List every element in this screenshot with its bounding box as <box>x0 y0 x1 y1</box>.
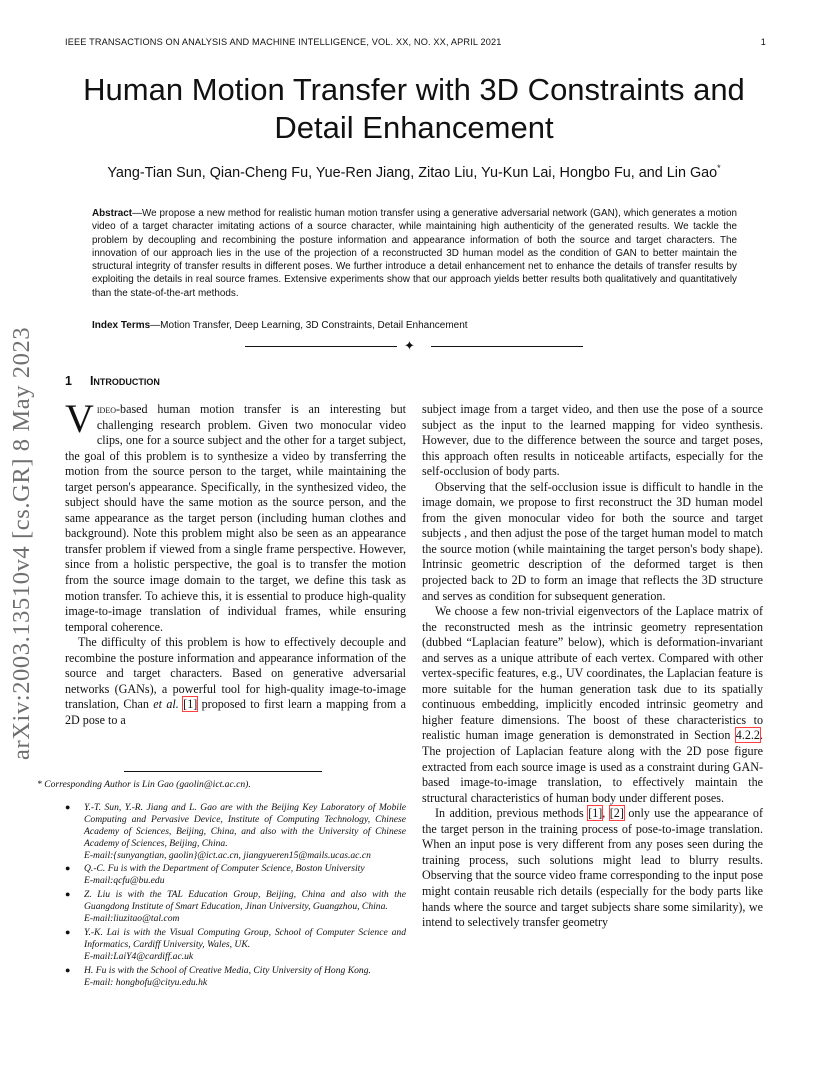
affiliation-note <box>37 927 406 963</box>
affiliation-text: Y.-K. Lai is with the Visual Computing Group, School of Computer Science and Informatics, Cardiff University, Wales, UK. <box>84 926 406 950</box>
section-divider <box>245 339 583 355</box>
page-number: 1 <box>760 37 766 47</box>
author-list <box>40 163 788 181</box>
title-line-1: Human Motion Transfer with 3D Constraints and <box>83 72 745 107</box>
paragraph-text: -based human motion transfer is an interesting but challenging research problem. Given two monocular video clips, one for a source subject and the other for a target subject, the goal of this problem is to synthesize a video by transferring the motion from the source person to the target, while maintaining the target person's appearance. Specifically, in the synthesized video, the subject should have the same motion as the source person, and the same appearance as the target person (including human clothes and background). Note this problem might also be seen as an appearance transfer problem if viewed from a single frame perspective. However, since from a holistic perspective, the goal is to transfer the motion from the source image domain to the target, we define this task as motion transfer. To achieve this, it is essential to produce high-quality image-to-image translation of individual frames, while ensuring temporal coherence. <box>65 402 406 634</box>
footnote-rule <box>124 771 322 772</box>
bullet-icon: ● <box>65 889 71 900</box>
bullet-icon: ● <box>65 801 71 812</box>
divider-rule-left <box>245 346 397 347</box>
affiliation-note <box>37 863 406 887</box>
affiliation-note <box>37 802 406 862</box>
affiliation-text: Z. Liu is with the TAL Education Group, Beijing, China and also with the Guangdong Institute of Smart Education, Jinan University, Guangzhou, China. <box>84 889 406 913</box>
bullet-icon: ● <box>65 964 71 975</box>
corresponding-mark: * <box>717 163 721 173</box>
citation-link[interactable]: [1] <box>183 697 198 712</box>
bullet-icon: ● <box>65 926 71 937</box>
section-title: Introduction <box>89 374 160 388</box>
small-caps-word: ideo <box>96 402 116 416</box>
section-heading <box>65 374 160 388</box>
authors-text: Yang-Tian Sun, Qian-Cheng Fu, Yue-Ren Jiang, Zitao Liu, Yu-Kun Lai, Hongbo Fu, and Lin Gao <box>107 164 718 181</box>
section-number: 1 <box>65 374 72 388</box>
paragraph-text: We choose a few non-trivial eigenvectors of the Laplace matrix of the reconstructed mesh as the intrinsic geometry representation (dubbed “Laplacian feature” below), which is deformation-invariant and serves as a unique attribute of each vertex. Compared with other vertex-specific features, e.g., UV coordinates, the Laplacian feature is more suitable for the human generation task due to its spatially continuous embedding, implicitly encoded intrinsic geometry and higher feature dimensions. The boost of these characteristics to realistic human image generation is demonstrated in Section <box>422 604 763 743</box>
paper-title <box>40 71 788 147</box>
paragraph-text: In addition, previous methods <box>435 806 589 821</box>
drop-cap: V <box>65 396 94 441</box>
affiliation-note <box>37 965 406 989</box>
affiliation-note <box>37 889 406 925</box>
abstract-label: Abstract <box>92 208 133 219</box>
email-text: E-mail:LaiY4@cardiff.ac.uk <box>84 950 194 962</box>
paragraph-text: The difficulty of this problem is how to effectively decouple and recombine the posture information and appearance information of the source and target characters. Based on generative adversarial networks (GANs), a powerful tool for high-quality image-to-image translation, Chan <box>65 635 406 712</box>
paragraph <box>65 635 406 728</box>
index-terms-text: —Motion Transfer, Deep Learning, 3D Constraints, Detail Enhancement <box>150 320 468 331</box>
email-text: E-mail:{sunyangtian, gaolin}@ict.ac.cn, jiangyueren15@mails.ucas.ac.cn <box>84 849 371 861</box>
citation-link[interactable]: [1] <box>588 806 603 821</box>
running-header <box>65 37 766 47</box>
corresponding-author-note: * Corresponding Author is Lin Gao (gaolin@ict.ac.cn). <box>37 779 251 790</box>
divider-rule-right <box>431 346 583 347</box>
email-text: E-mail: hongbofu@cityu.edu.hk <box>84 976 208 988</box>
title-line-2: Detail Enhancement <box>274 110 554 145</box>
bullet-icon: ● <box>65 863 71 874</box>
paragraph-text: only use the appearance of the target person in the training process of pose-to-image translation. When an input pose is very different from any poses seen during the training process, such solutions might lead to blurry results. Observing that the source video frame corresponding to the input pose might contain reusable rich details (especially for the body parts like hands where the source and target subjects share some similarity), we intend to selectively transfer geometry <box>422 806 764 930</box>
paragraph <box>422 604 763 806</box>
paragraph: Observing that the self-occlusion issue is difficult to handle in the image domain, we propose to first reconstruct the 3D human model from the given monocular video for both the source and target subjects , and then adjust the pose of the target human model to match the source motion (while maintaining the target person's body shape). Intrinsic geometric description of the deformed target is then projected back to 2D to form an image that reflects the 3D structure and serves as condition for subsequent generation. <box>422 479 763 603</box>
arxiv-stamp: arXiv:2003.13510v4 [cs.GR] 8 May 2023 <box>8 326 35 760</box>
right-column <box>422 402 763 931</box>
etal-text: et al. <box>153 697 179 712</box>
email-text: E-mail:qcfu@bu.edu <box>84 875 165 887</box>
affiliation-text: H. Fu is with the School of Creative Media, City University of Hong Kong. <box>84 964 371 976</box>
index-terms-label: Index Terms <box>92 320 151 331</box>
separator-text: , <box>602 806 610 821</box>
paragraph <box>65 396 406 635</box>
left-column <box>65 396 407 728</box>
abstract-text: —We propose a new method for realistic human motion transfer using a generative adversarial network (GAN), which generates a motion video of a target character imitating actions of a source character, while maintaining high authenticity of the generated results. We tackle the problem by decoupling and recombining the posture information and appearance information of both the source and target characters. The innovation of our approach lies in the use of the projection of a reconstructed 3D human model as the condition of GAN to better maintain the structural integrity of transfer results in different poses. We further introduce a detail enhancement net to enhance the details of transfer results by exploiting the details in real source frames. Extensive experiments show that our approach yields better results both qualitatively and quantitatively than the state-of-the-art methods. <box>92 208 737 299</box>
citation-link[interactable]: [2] <box>609 806 624 821</box>
paragraph <box>422 806 763 930</box>
paragraph-text: proposed to first learn a mapping from a 2D pose to a <box>65 697 407 727</box>
abstract <box>92 207 737 300</box>
email-text: E-mail:liuzitao@tal.com <box>84 913 180 925</box>
affiliation-text: Q.-C. Fu is with the Department of Computer Science, Boston University <box>84 863 365 875</box>
index-terms <box>92 320 737 331</box>
section-reference-link[interactable]: 4.2.2 <box>735 728 760 743</box>
divider-star-icon: ✦ <box>404 338 415 353</box>
footnotes <box>37 779 406 991</box>
paragraph: subject image from a target video, and then use the pose of a source subject as the input to the learned mapping for video synthesis. However, due to the difference between the source and target poses, this approach often results in noticeable artifacts, especially for the self-occlusion of body parts. <box>422 402 763 479</box>
paragraph-text: . The projection of Laplacian feature along with the 2D pose figure extracted from each source image is used as a constraint during GAN-based image-to-image translation, to effectively maintain the structural characteristics of human body under different poses. <box>422 728 763 805</box>
journal-name: IEEE TRANSACTIONS ON ANALYSIS AND MACHINE INTELLIGENCE, VOL. XX, NO. XX, APRIL 2021 <box>65 37 502 47</box>
affiliation-text: Y.-T. Sun, Y.-R. Jiang and L. Gao are with the Beijing Key Laboratory of Mobile Computing and Pervasive Device, Institute of Computing Technology, Chinese Academy of Sciences, Beijing, China, and also with the University of Chinese Academy of Sciences, Beijing, China. <box>84 801 406 849</box>
